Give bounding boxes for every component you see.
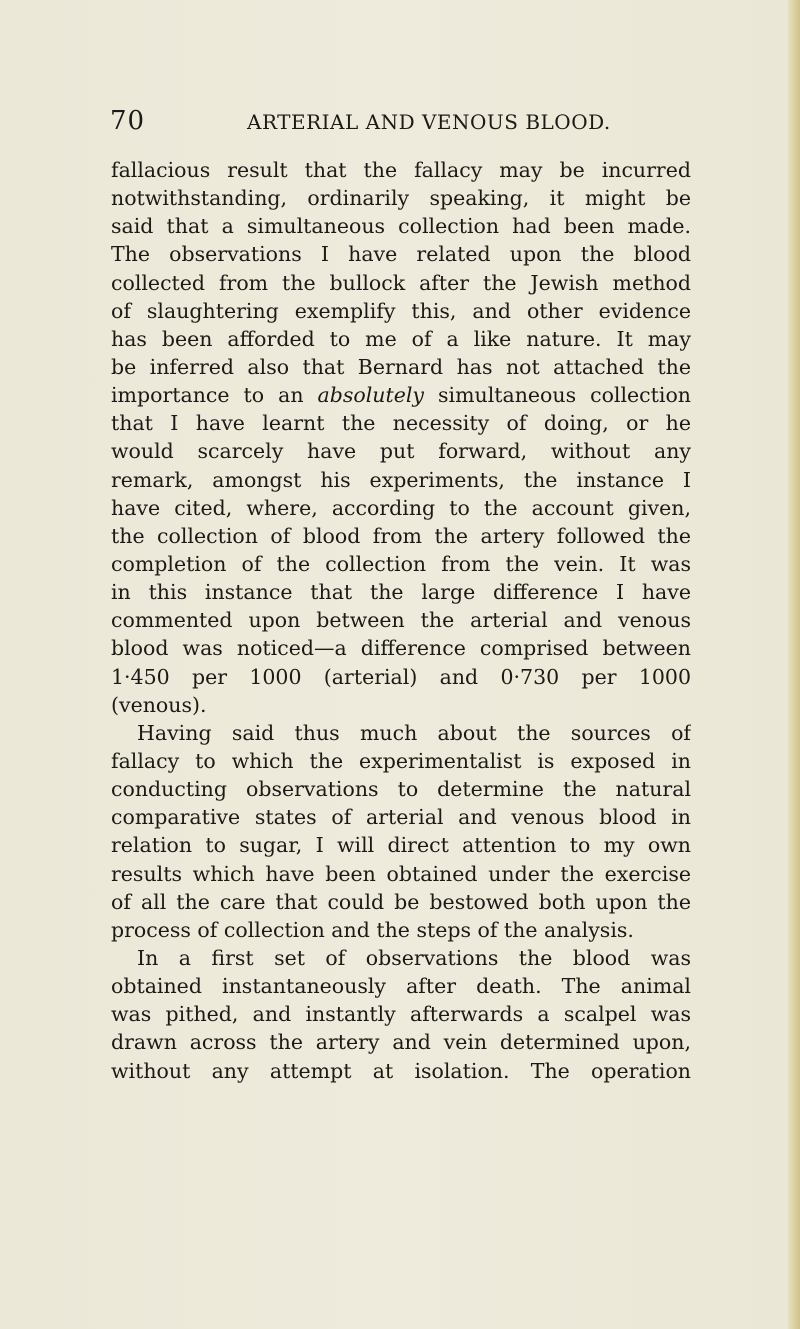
running-head — [110, 105, 690, 137]
text-line: process of collection and the steps of the analysis. — [111, 917, 634, 942]
text-line: conducting observations to determine the natural — [111, 777, 691, 802]
text-line: has been afforded to me of a like nature. It may — [111, 326, 691, 351]
text-line: fallacious result that the fallacy may be incurred — [111, 158, 691, 182]
text-line: commented upon between the arterial and venous — [111, 608, 691, 633]
text-line: (venous). — [111, 692, 207, 717]
text-line: remark, amongst his experiments, the instance I — [111, 467, 691, 492]
text-line: obtained instantaneously after death. The animal — [111, 974, 691, 999]
text-line: said that a simultaneous collection had been made. — [111, 214, 691, 239]
text-line: comparative states of arterial and venous blood in — [111, 805, 691, 830]
text-line: importance to an absolutely simultaneous collection — [111, 383, 691, 408]
text-line: in this instance that the large difference I have — [111, 580, 691, 605]
text-line: be inferred also that Bernard has not attached the — [111, 354, 691, 379]
text-line: drawn across the artery and vein determined upon, — [111, 1030, 691, 1055]
text-line: of slaughtering exemplify this, and other evidence — [111, 298, 691, 323]
emphasis: absolutely — [317, 383, 424, 408]
text-line: would scarcely have put forward, without any — [111, 439, 691, 464]
text-line: blood was noticed—a difference comprised between — [111, 636, 691, 661]
text-line: notwithstanding, ordinarily speaking, it might be — [111, 186, 691, 211]
text-line: completion of the collection from the vein. It was — [111, 551, 691, 576]
page-number: 70 — [110, 106, 146, 136]
text-line: the collection of blood from the artery followed the — [111, 523, 691, 548]
text-line: The observations I have related upon the blood — [111, 242, 691, 267]
text-line: that I have learnt the necessity of doing, or he — [111, 411, 691, 436]
text-line: was pithed, and instantly afterwards a scalpel was — [111, 1002, 691, 1027]
text-line: Having said thus much about the sources of — [137, 720, 691, 745]
text-line: relation to sugar, I will direct attention to my own — [111, 833, 691, 858]
text-line: collected from the bullock after the Jewish method — [111, 270, 691, 295]
text-line: without any attempt at isolation. The operation — [111, 1058, 691, 1083]
text-line: fallacy to which the experimentalist is exposed in — [111, 748, 691, 773]
text-line: results which have been obtained under the exercise — [111, 861, 691, 886]
text-line: of all the care that could be bestowed both upon the — [111, 889, 691, 914]
running-title: ARTERIAL AND VENOUS BLOOD. — [247, 110, 611, 134]
page-edge — [788, 0, 800, 1329]
text-line: have cited, where, according to the account given, — [111, 495, 691, 520]
body-text — [111, 156, 691, 1085]
text-line: In a first set of observations the blood was — [137, 945, 691, 970]
text-line: 1·450 per 1000 (arterial) and 0·730 per 1000 — [111, 664, 691, 689]
